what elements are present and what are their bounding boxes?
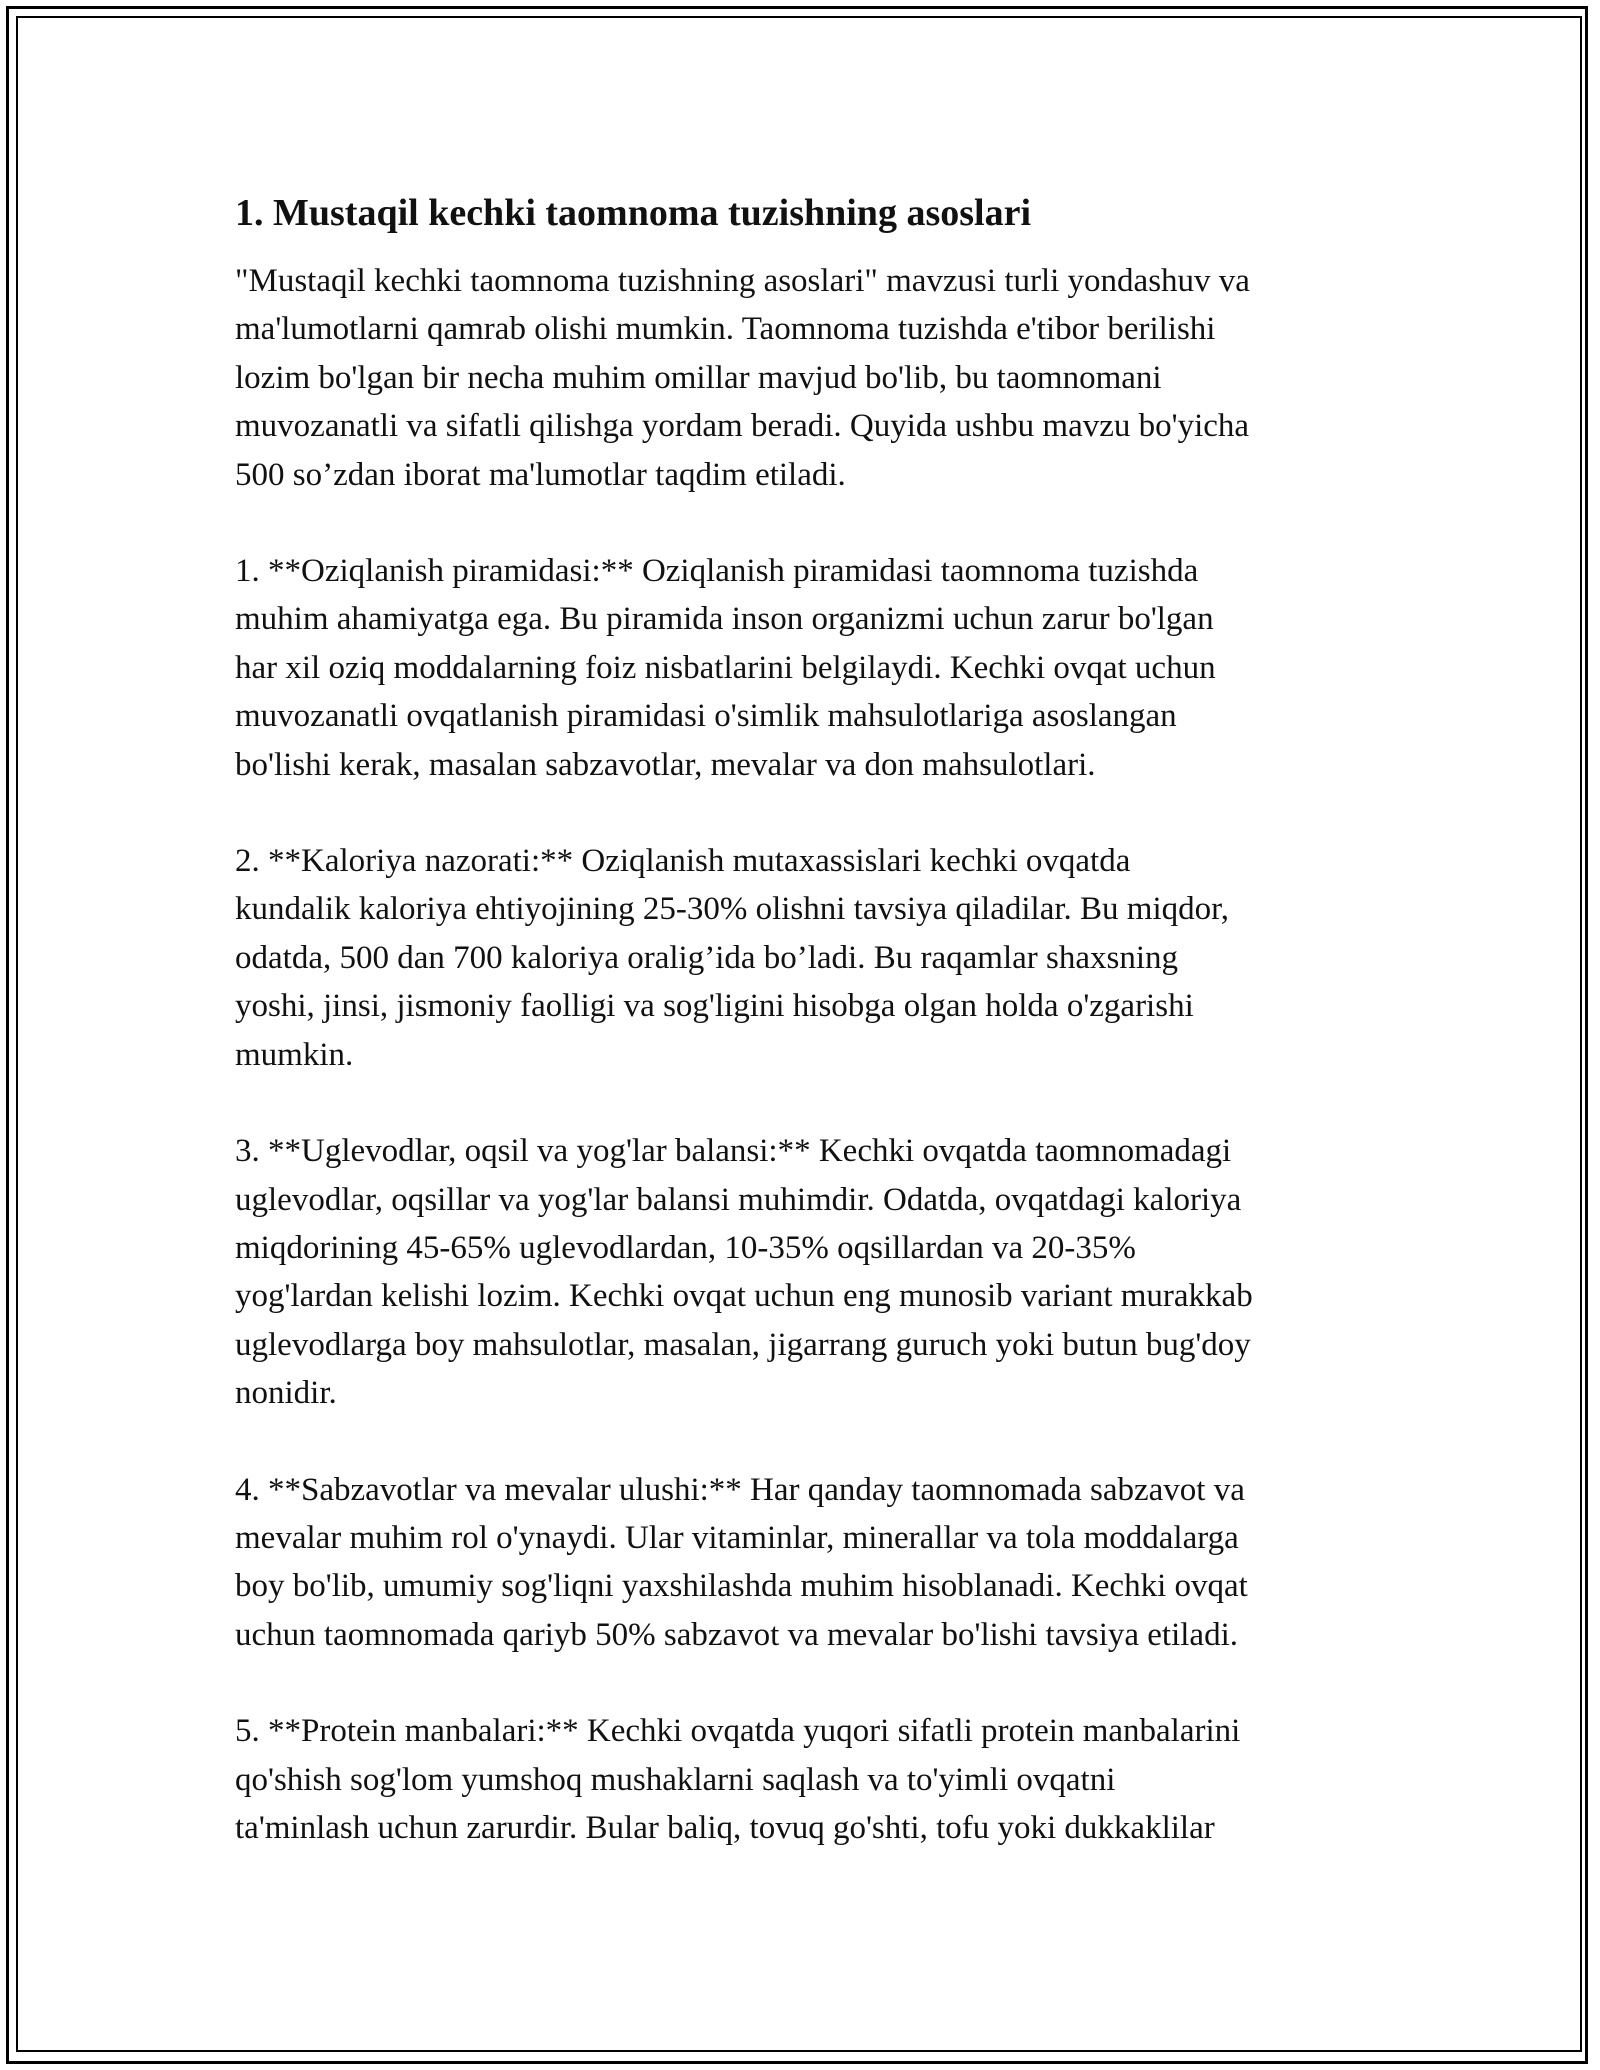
- paragraph-line: uchun taomnomada qariyb 50% sabzavot va mevalar bo'lishi tavsiya etiladi.: [235, 1616, 1238, 1653]
- paragraph-line: nonidir.: [235, 1375, 337, 1412]
- paragraph-line: 3. **Uglevodlar, oqsil va yog'lar balansi:** Kechki ovqatda taomnomadagi: [235, 1133, 1232, 1170]
- paragraph-line: mevalar muhim rol o'ynaydi. Ular vitaminlar, minerallar va tola moddalarga: [235, 1519, 1239, 1556]
- paragraph-line: boy bo'lib, umumiy sog'liqni yaxshilashda muhim hisoblanadi. Kechki ovqat: [235, 1568, 1248, 1605]
- section-paragraph-5: [235, 1707, 1375, 1852]
- paragraph-line: yoshi, jinsi, jismoniy faolligi va sog'ligini hisobga olgan holda o'zgarishi: [235, 988, 1194, 1025]
- paragraph-line: "Mustaqil kechki taomnoma tuzishning asoslari" mavzusi turli yondashuv va: [235, 263, 1250, 299]
- section-paragraph-3: [235, 1127, 1375, 1417]
- paragraph-line: har xil oziq moddalarning foiz nisbatlarini belgilaydi. Kechki ovqat uchun: [235, 649, 1216, 686]
- paragraph-line: yog'lardan kelishi lozim. Kechki ovqat uchun eng munosib variant murakkab: [235, 1278, 1253, 1315]
- paragraph-line: bo'lishi kerak, masalan sabzavotlar, mevalar va don mahsulotlari.: [235, 746, 1096, 783]
- paragraph-line: uglevodlar, oqsillar va yog'lar balansi muhimdir. Odatda, ovqatdagi kaloriya: [235, 1181, 1242, 1218]
- document-body: [235, 185, 1375, 1900]
- paragraph-line: qo'shish sog'lom yumshoq mushaklarni saqlash va to'yimli ovqatni: [235, 1761, 1116, 1798]
- paragraph-line: odatda, 500 dan 700 kaloriya oralig’ida bo’ladi. Bu raqamlar shaxsning: [235, 939, 1178, 976]
- paragraph-line: lozim bo'lgan bir necha muhim omillar mavjud bo'lib, bu taomnomani: [235, 359, 1162, 396]
- intro-paragraph: [235, 257, 1375, 499]
- document-title: 1. Mustaqil kechki taomnoma tuzishning asoslari: [235, 192, 1031, 234]
- section-paragraph-4: [235, 1466, 1375, 1660]
- paragraph-line: miqdorining 45-65% uglevodlardan, 10-35% oqsillardan va 20-35%: [235, 1229, 1136, 1266]
- paragraph-line: kundalik kaloriya ehtiyojining 25-30% olishni tavsiya qiladilar. Bu miqdor,: [235, 891, 1230, 928]
- paragraph-line: 2. **Kaloriya nazorati:** Oziqlanish mutaxassislari kechki ovqatda: [235, 843, 1131, 880]
- section-paragraph-2: [235, 837, 1375, 1079]
- paragraph-line: ta'minlash uchun zarurdir. Bular baliq, tovuq go'shti, tofu yoki dukkaklilar: [235, 1809, 1215, 1846]
- section-paragraph-1: [235, 547, 1375, 789]
- paragraph-line: muvozanatli va sifatli qilishga yordam beradi. Quyida ushbu mavzu bo'yicha: [235, 408, 1250, 445]
- paragraph-line: 1. **Oziqlanish piramidasi:** Oziqlanish piramidasi taomnoma tuzishda: [235, 553, 1199, 590]
- paragraph-line: 5. **Protein manbalari:** Kechki ovqatda yuqori sifatli protein manbalarini: [235, 1713, 1241, 1750]
- paragraph-line: 4. **Sabzavotlar va mevalar ulushi:** Har qanday taomnomada sabzavot va: [235, 1471, 1245, 1508]
- paragraph-line: mumkin.: [235, 1036, 354, 1073]
- paragraph-line: muhim ahamiyatga ega. Bu piramida inson organizmi uchun zarur bo'lgan: [235, 601, 1214, 638]
- paragraph-line: uglevodlarga boy mahsulotlar, masalan, jigarrang guruch yoki butun bug'doy: [235, 1326, 1251, 1363]
- paragraph-line: 500 so’zdan iborat ma'lumotlar taqdim etiladi.: [235, 456, 846, 493]
- paragraph-line: ma'lumotlarni qamrab olishi mumkin. Taomnoma tuzishda e'tibor berilishi: [235, 311, 1216, 348]
- paragraph-line: muvozanatli ovqatlanish piramidasi o'simlik mahsulotlariga asoslangan: [235, 698, 1177, 735]
